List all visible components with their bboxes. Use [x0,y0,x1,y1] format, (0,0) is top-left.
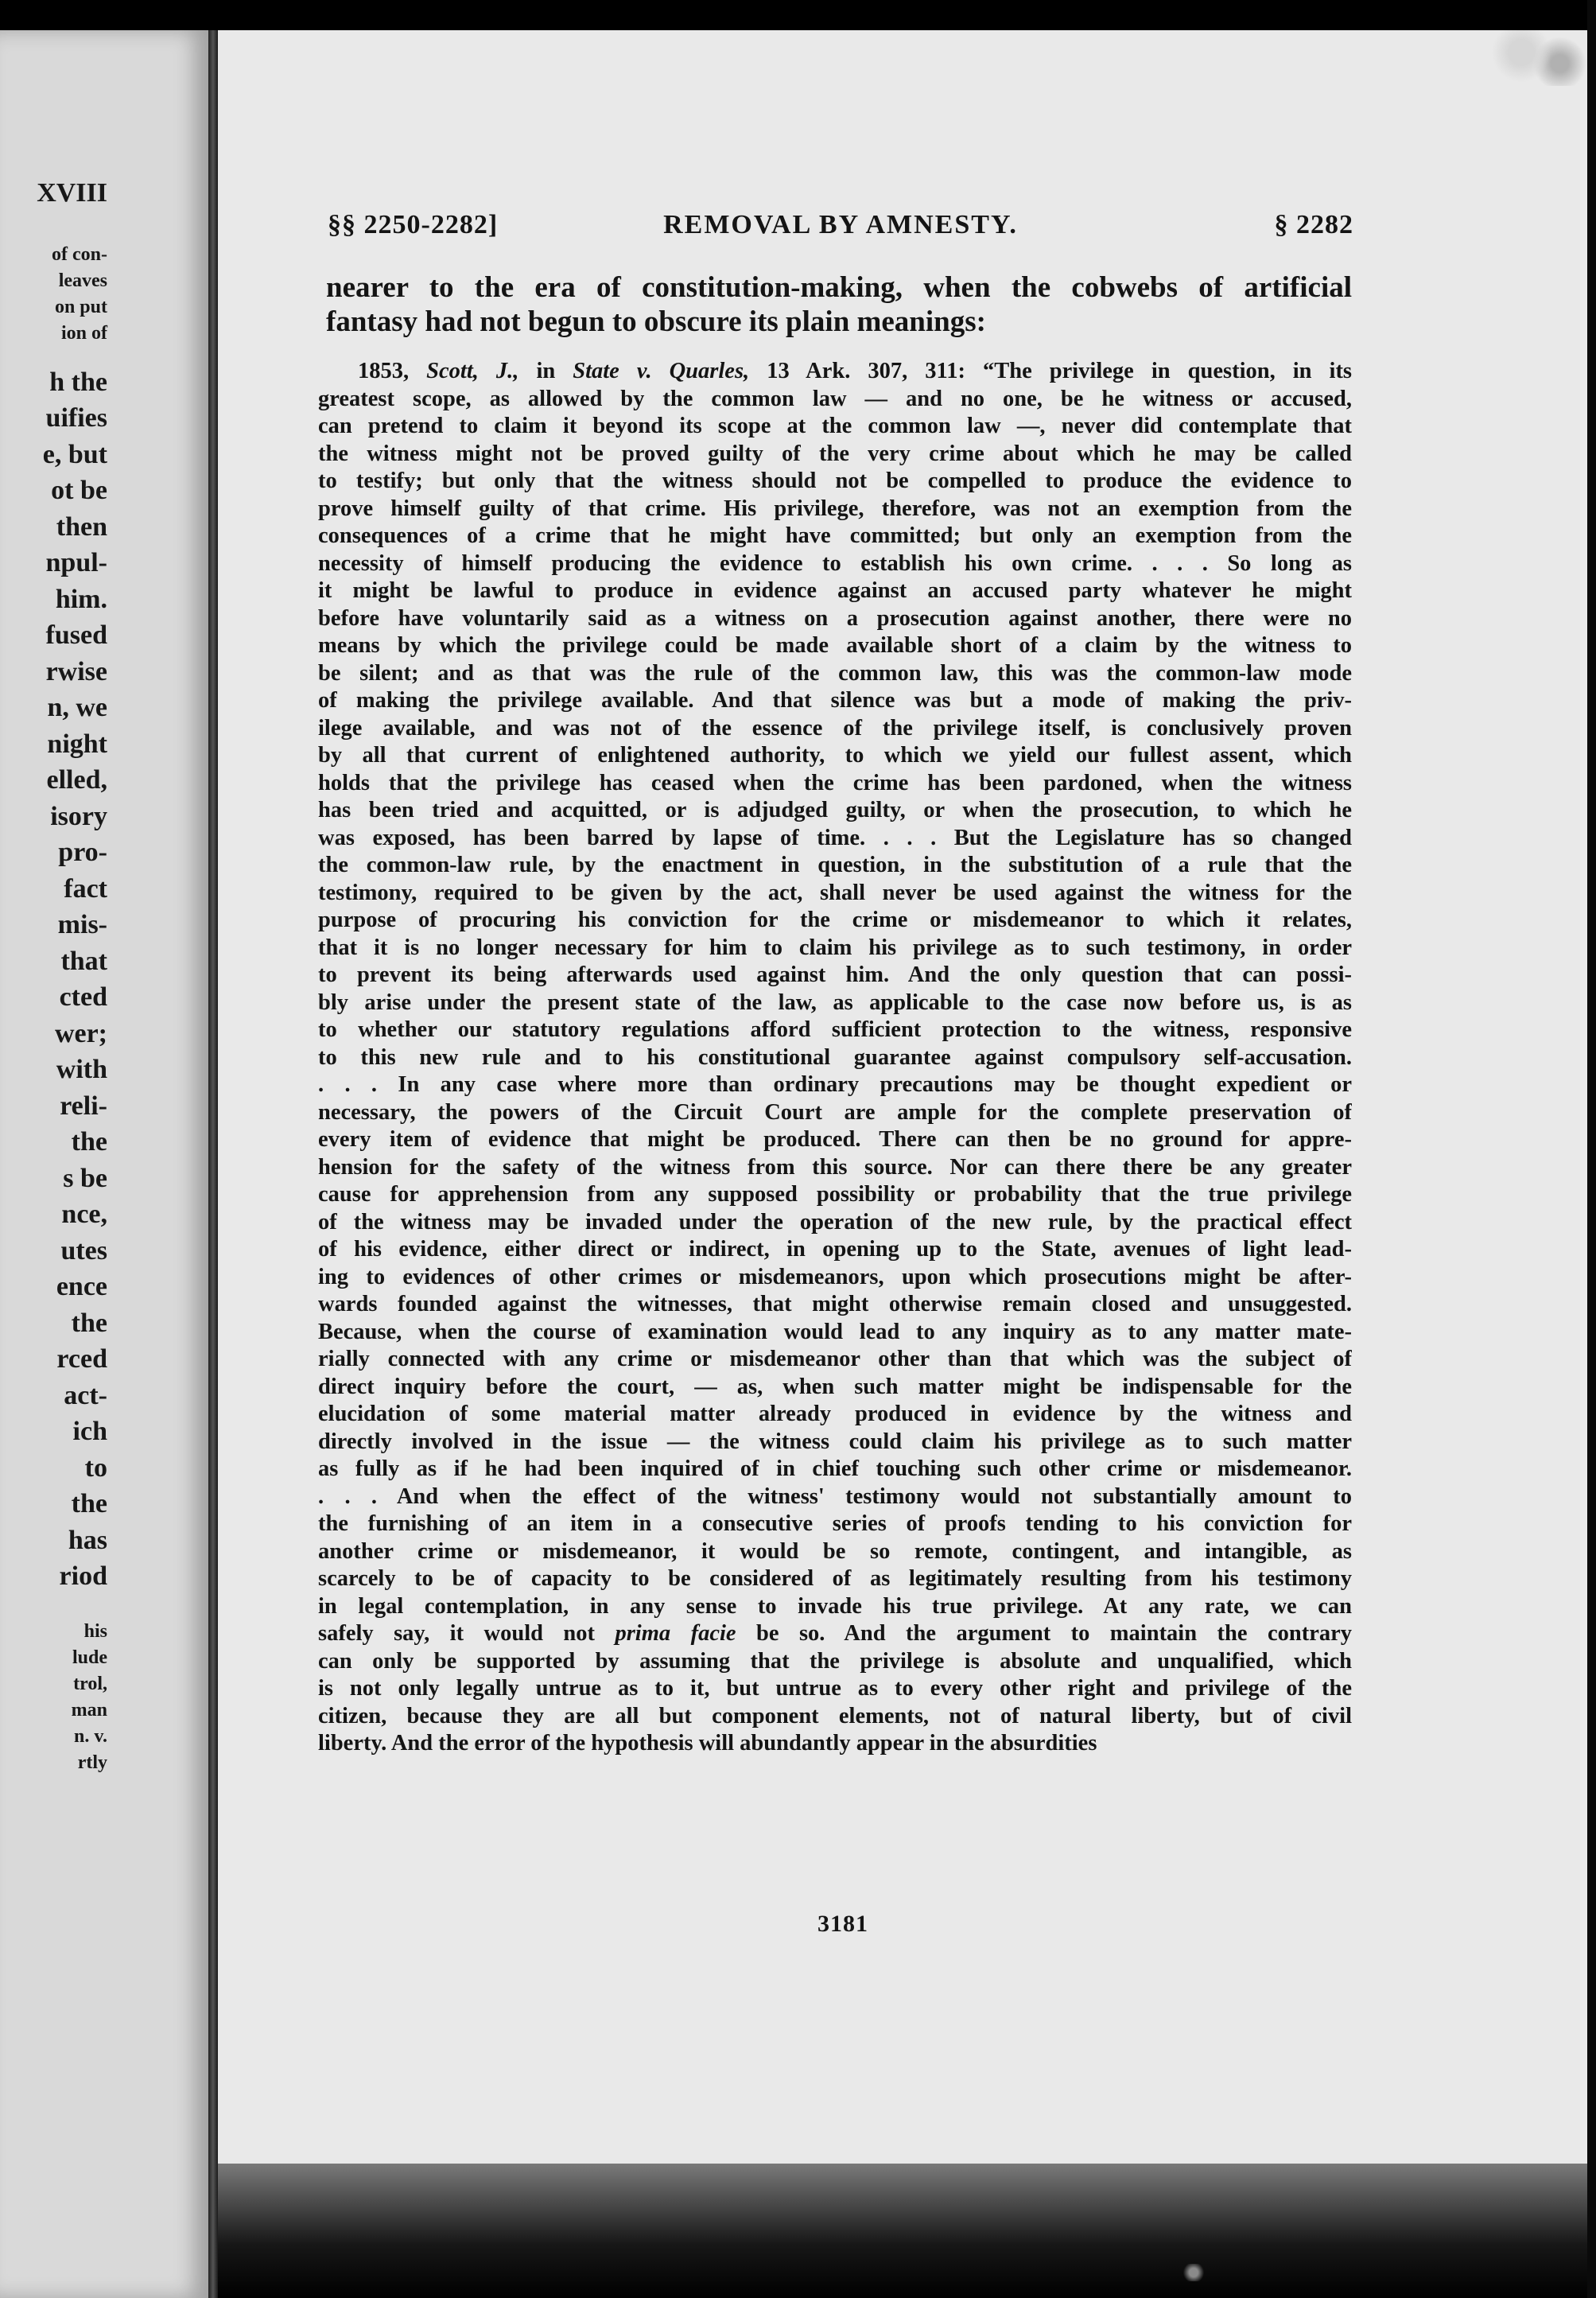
quote-line: another crime or misdemeanor, it would be so remote, contingent, and intangible, as [318,1538,1352,1564]
previous-page-fragment: utes [60,1235,107,1266]
previous-page-fragment: pro- [58,838,107,867]
citation-year: 1853, [358,359,410,383]
quote-line: be silent; and as that was the rule of the common law, this was the common-law mode [318,660,1352,686]
quote-line-text: safely say, it would not [318,1621,615,1646]
quote-line: liberty. And the error of the hypothesis will abundantly appear in the absurdities [318,1731,1097,1756]
quote-line: the witness might not be proved guilty of the very crime about which he may be called [318,441,1352,466]
quote-line: prove himself guilty of that crime. His privilege, therefore, was not an exemption from the [318,496,1352,521]
quote-line: . . . In any case where more than ordinary precautions may be thought expedient or [318,1072,1352,1097]
fragment-gap [0,347,107,364]
quote-line: citizen, because they are all but component elements, not of natural liberty, but of civil [318,1703,1352,1728]
quote-line-text: be so. And the argument to maintain the contrary [736,1621,1352,1646]
quote-line: cause for apprehension from any supposed possibility or probability that the true privilege [318,1182,1352,1207]
previous-page-fragment: uifies [45,403,107,433]
previous-page-fragment: mis- [57,910,107,939]
previous-page-fragment: wer; [54,1018,107,1048]
previous-page-fragment: elled, [46,765,107,795]
quote-line: Because, when the course of examination would lead to any inquiry as to any matter mate- [318,1319,1352,1344]
previous-page-fragment: on put [54,296,107,317]
quote-line: bly arise under the present state of the law, as applicable to the case now before us, is as [318,990,1352,1015]
previous-page-fragment: that [60,946,107,976]
section-number: § 2282 [1274,210,1353,239]
quote-line: means by which the privilege could be made available short of a claim by the witness to [318,633,1352,658]
quote-line: it might be lawful to produce in evidence against an accused party whatever he might [318,578,1352,603]
quote-line: before have voluntarily said as a witness on a prosecution against another, there were no [318,605,1352,631]
quote-line: rially connected with any crime or misdemeanor other than that which was the subject of [318,1347,1352,1371]
quote-line: of the witness may be invaded under the operation of the new rule, by the practical effect [318,1209,1352,1235]
previous-page-fragment: fused [45,620,107,650]
quote-line: wards founded against the witnesses, that might otherwise remain closed and unsuggested. [318,1292,1352,1316]
quote-opening: “The privilege in question, in its [982,359,1352,383]
previous-page-fragment: has [68,1525,107,1555]
quote-line: to this new rule and to his constitutional guarantee against compulsory self-accusation. [318,1044,1352,1070]
previous-page-fragment: n, we [47,693,107,722]
previous-page-fragment: e, but [42,439,107,469]
previous-page-fragment: of con- [52,243,107,265]
scan-artifact [1478,30,1587,86]
previous-page-fragment: then [56,511,107,542]
quote-line: to whether our statutory regulations afford sufficient protection to the witness, responsive [318,1017,1352,1042]
previous-page-fragment: n. v. [73,1725,107,1747]
previous-page-fragment: riod [59,1561,107,1591]
quote-line: hension for the safety of the witness from this source. Nor can there there be any greater [318,1154,1352,1180]
quote-line: the furnishing of an item in a consecutive series of proofs tending to his conviction for [318,1511,1352,1536]
previous-page-fragment: him. [55,584,107,614]
previous-page-fragment: rtly [77,1752,107,1773]
quote-line: elucidation of some material matter already produced in evidence by the witness and [318,1402,1352,1426]
citation-judge: Scott, J., [426,359,519,383]
previous-page-fragment: the [71,1308,107,1338]
quote-line: to prevent its being afterwards used against him. And the only question that can possi- [318,962,1352,987]
quote-line: the common-law rule, by the enactment in question, in the substitution of a rule that the [318,853,1352,877]
quote-line: that it is no longer necessary for him to claim his privilege as to such testimony, in order [318,935,1352,960]
citation-reporter: 13 Ark. 307, 311: [767,359,965,383]
quote-line: holds that the privilege has ceased when the crime has been pardoned, when the witness [318,770,1352,795]
quote-line: is not only legally untrue as to it, but untrue as to every other right and privilege of the [318,1676,1352,1701]
quote-line: consequences of a crime that he might have committed; but only an exemption from the [318,523,1352,548]
quote-tail [318,1648,1352,1758]
quote-line: necessary, the powers of the Circuit Court are ample for the complete preservation of [318,1099,1352,1125]
quote-line: was exposed, has been barred by lapse of time. . . . But the Legislature has so changed [318,825,1352,850]
previous-page-fragment: s be [63,1163,107,1193]
intro-line: nearer to the era of constitution-making, when the cobwebs of artificial [326,271,1352,304]
previous-page-fragment: ot be [51,476,107,505]
citation-in: in [536,359,556,383]
scan-artifact [1179,2264,1209,2281]
intro-line: fantasy had not begun to obscure its plain meanings: [326,305,986,338]
previous-page-fragment: lude [72,1647,107,1668]
quote-line: ilege available, and was not of the essence of the privilege itself, is conclusively proven [318,715,1352,741]
quote-line: testimony, required to be given by the act, shall never be used against the witness for the [318,880,1352,905]
scan-top-border [0,0,1596,30]
previous-page-fragment: leaves [58,270,107,291]
previous-page-fragment: isory [50,801,107,831]
quote-line: directly involved in the issue — the witness could claim his privilege as to such matter [318,1429,1352,1454]
quote-line: scarcely to be of capacity to be considered of as legitimately resulting from his testimony [318,1566,1352,1591]
quote-line: has been tried and acquitted, or is adjudged guilty, or when the prosecution, to which he [318,798,1352,822]
previous-page-fragment: fact [64,873,107,904]
previous-page-fragment: cted [59,982,107,1012]
previous-page-fragment: nce, [61,1200,107,1229]
previous-page-fragment: night [47,729,107,759]
quote-line: can pretend to claim it beyond its scope at the common law —, never did contemplate that [318,414,1352,438]
quote-line: ing to evidences of other crimes or misdemeanors, upon which prosecutions might be after- [318,1264,1352,1289]
quote-line: to testify; but only that the witness should not be compelled to produce the evidence to [318,469,1352,493]
previous-page-fragment: with [56,1055,107,1084]
previous-page-fragment: to [84,1452,107,1483]
quote-line: by all that current of enlightened authority, to which we yield our fullest assent, which [318,743,1352,768]
previous-page-fragment: ence [56,1272,107,1301]
previous-page-fragment: trol, [73,1673,107,1694]
previous-page-fragment: h the [49,367,107,397]
quote-italic-term: prima facie [615,1621,736,1646]
quote-body [318,386,1352,1621]
page-number: 3181 [817,1911,868,1937]
quote-line: . . . And when the effect of the witness' testimony would not substantially amount to [318,1483,1352,1509]
scan-right-border [1587,0,1596,2298]
quote-line: of making the privilege available. And that silence was but a mode of making the priv- [318,688,1352,713]
running-header [328,210,1353,248]
quote-line [318,1620,1352,1648]
previous-page-fragment: man [71,1699,107,1721]
previous-page-fragment: act- [64,1380,107,1410]
quote-line: necessity of himself producing the evidence to establish his own crime. . . . So long as [318,550,1352,576]
previous-page-fragment: ich [72,1417,107,1446]
previous-page-fragment: npul- [45,548,107,577]
intro-paragraph [326,270,1352,339]
quote-line: as fully as if he had been inquired of in chief touching such other crime or misdemeanor. [318,1456,1352,1481]
previous-page-fragment: reli- [60,1091,107,1121]
previous-page-fragment: rced [56,1344,107,1374]
citation-line [318,358,1352,386]
previous-page-fragment: the [71,1127,107,1157]
quote-line: every item of evidence that might be produced. There can then be no ground for appre- [318,1127,1352,1152]
book-gutter [208,30,218,2298]
previous-page-fragment: his [83,1620,107,1642]
fragment-gap [0,1595,107,1619]
previous-page-fragment: rwise [45,656,107,686]
section-range: §§ 2250-2282] [328,210,499,239]
quote-line: greatest scope, as allowed by the common law — and no one, be he witness or accused, [318,386,1352,411]
previous-page-fragment: ion of [60,322,107,344]
previous-page-header-fragment: XVIII [37,178,107,208]
quote-line: can only be supported by assuming that the privilege is absolute and unqualified, which [318,1648,1352,1674]
quote-line: direct inquiry before the court, — as, when such matter might be indispensable for the [318,1374,1352,1399]
quoted-opinion [318,358,1352,1758]
citation-case-name: State v. Quarles, [573,359,750,383]
scan-bottom-shadow [218,2164,1596,2298]
previous-page-fragment: the [71,1489,107,1518]
quote-line: in legal contemplation, in any sense to invade his true privilege. At any rate, we can [318,1593,1352,1619]
running-title: REMOVAL BY AMNESTY. [663,210,1018,239]
quote-line: of his evidence, either direct or indirect, in opening up to the State, avenues of light lead- [318,1237,1352,1262]
previous-page-text-fragments [0,178,107,1776]
quote-line: purpose of procuring his conviction for the crime or misdemeanor to which it relates, [318,908,1352,932]
